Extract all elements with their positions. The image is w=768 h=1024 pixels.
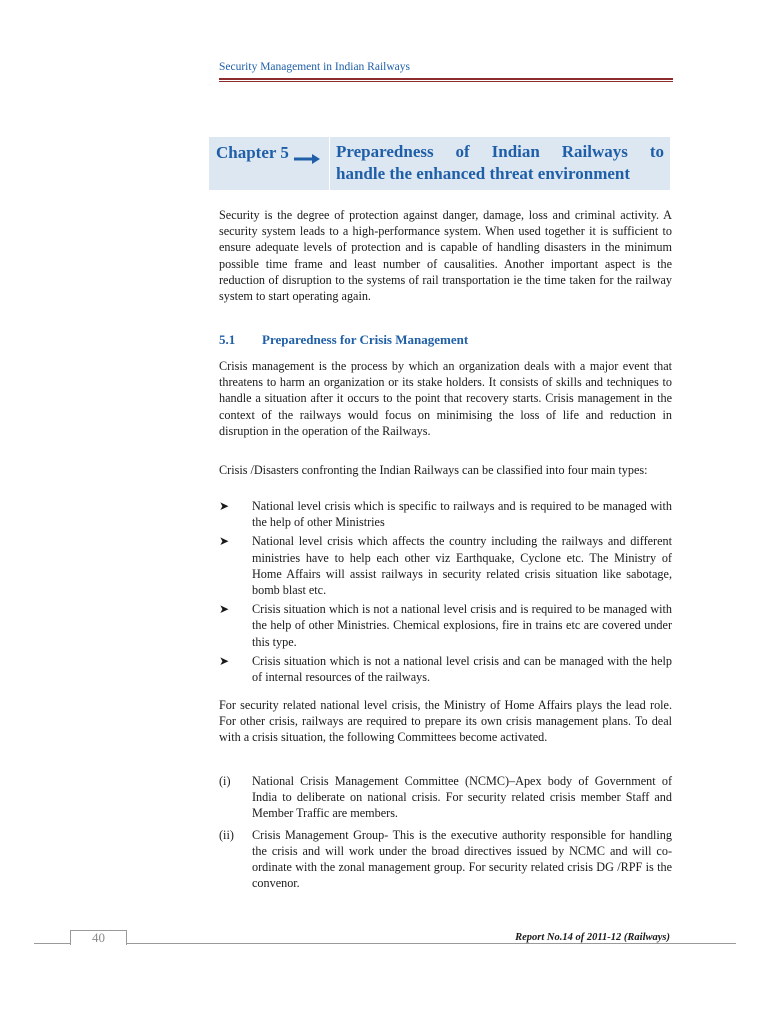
list-item [219, 601, 672, 650]
list-item [219, 498, 672, 530]
chapter-title-line-1: Preparedness of Indian Railways to [336, 142, 664, 161]
arrowhead-bullet-icon: ➤ [219, 534, 230, 549]
committees-intro-paragraph: For security related national level crisis, the Ministry of Home Affairs plays the lead role. For other crisis, railways are required to prepare its own crisis management plans. To deal with a crisis situation, the following Committees become activated. [219, 698, 672, 745]
chapter-heading-box [209, 137, 670, 190]
arrowhead-bullet-icon: ➤ [219, 602, 230, 617]
list-item [219, 773, 672, 822]
header-rule-top [219, 78, 673, 80]
list-item-text: National level crisis which is specific to railways and is required to be managed with the help of other Ministries [252, 499, 672, 530]
page-number: 40 [70, 930, 127, 945]
list-item [219, 653, 672, 685]
list-item-text: Crisis situation which is not a national level crisis and is required to be managed with the help of other Ministries. Chemical explosions, fire in trains etc are covered under this type. [252, 602, 672, 649]
list-item [219, 533, 672, 598]
list-item-marker: (i) [219, 774, 231, 788]
list-item-text: National Crisis Management Committee (NCMC)–Apex body of Government of India to deliberate on national crisis. For security related crisis member Staff and Member Traffic are members. [252, 774, 672, 821]
arrowhead-bullet-icon: ➤ [219, 653, 230, 668]
chapter-label-cell [209, 137, 330, 190]
chapter-title [330, 137, 670, 190]
arrow-right-icon [294, 154, 320, 164]
section-title: Preparedness for Crisis Management [262, 332, 469, 347]
list-item-text: National level crisis which affects the country including the railways and different ministries have to help each other viz Earthquake, Cyclone etc. The Ministry of Home Affairs will assist railways in security related crisis situation like sabotage, bomb blast etc. [252, 534, 672, 598]
crisis-types-list [219, 498, 672, 688]
chapter-title-line-2: handle the enhanced threat environment [336, 164, 631, 183]
intro-paragraph: Security is the degree of protection against danger, damage, loss and criminal activity. A security system leads to a high-performance system. When used together it is sufficient to ensure adequate levels of protection and is capable of handling disasters in the minimum possible time frame and least number of causalities. Another important aspect is the reduction of disruption to the systems of rail transportation ie the time taken for the railway system to start operating again. [219, 208, 672, 304]
crisis-types-intro-paragraph: Crisis /Disasters confronting the Indian Railways can be classified into four main types: [219, 463, 648, 477]
crisis-definition-paragraph: Crisis management is the process by which an organization deals with a major event that threatens to harm an organization or its stake holders. It consists of skills and techniques to handle a situation after it occurs to the point that recovery starts. Crisis management in the context of the railways would focus on minimising the loss of life and reduction in disruption in the operation of the Railways. [219, 359, 672, 438]
section-number: 5.1 [219, 332, 236, 347]
header-rule-bottom [219, 81, 673, 82]
committees-list [219, 773, 672, 896]
section-heading [219, 332, 468, 348]
footer-report-label: Report No.14 of 2011-12 (Railways) [515, 932, 670, 943]
running-head: Security Management in Indian Railways [219, 61, 410, 73]
arrowhead-bullet-icon: ➤ [219, 499, 230, 513]
chapter-label: Chapter 5 [216, 143, 289, 162]
list-item-marker: (ii) [219, 827, 234, 842]
list-item-text: Crisis Management Group- This is the executive authority responsible for handling the crisis and will work under the broad directives issued by NCMC and will co-ordinate with the zonal management group. For security related crisis DG /RPF is the convenor. [252, 827, 672, 891]
list-item-text: Crisis situation which is not a national level crisis and can be managed with the help of internal resources of the railways. [252, 653, 672, 685]
list-item [219, 827, 672, 892]
footer-rule [34, 943, 736, 944]
